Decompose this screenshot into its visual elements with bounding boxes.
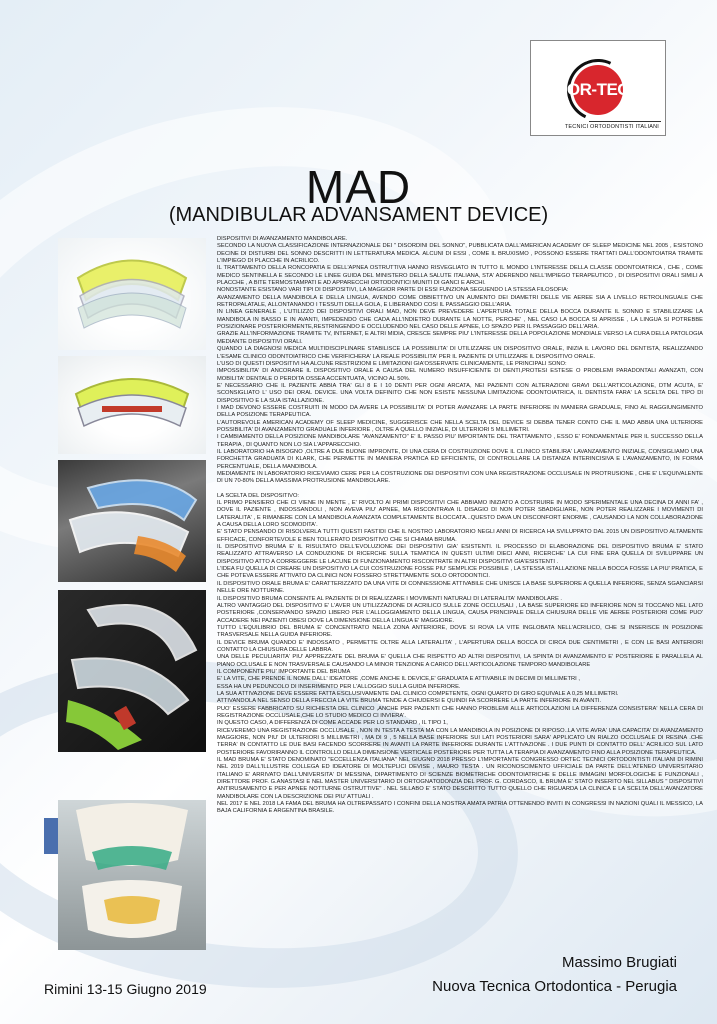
paragraph: E' LA VITE, CHE PRENDE IL NOME DALL' IDEATORE ,COME ANCHE IL DEVICE,E' GRADUATA E ATTIVABILE IN DECIMI DI MILLIMETRI , [217,676,580,683]
paragraph: IL DEVICE BRUMA QUANDO E' INDOSSATO , PERMETTE OLTRE ALLA LATERALITA' , L'APERTURA DELLA BOCCA DI CIRCA DUE CENTIMETRI , E CON LE BASI ANTERIORI CONTATTO LA CHIUSURA DELLE LABBRA. [217,639,703,653]
paragraph: IMPOSSIBILITA' DI ANCORARE IL DISPOSITIVO ORALE A CAUSA DEL NUMERO INSUFFICIENTE DI DENTI,PROTESI ESTESE O PROBLEMI PARADONTALI AVANZATI, CON MOBILITA' DENTALE O PERDITA OSSEA ACCENTUATA, VICINO AL 50%. [217,368,703,382]
appliance-photo-4 [58,590,206,752]
paragraph: GRAZIE ALL'INFORMAZIONE TRAMITE TV, INTERNET, E ALTRI MIDIA, CRESCE SEMPRE PIU' L'INTERESSE DELLA POPOLAZIONE MONDIALE VERSO LA CURA DELLA PATOLOGIA MEDIANTE DISPOSITIVI ORALI. [217,331,703,345]
section-devices [217,236,703,486]
article-text [217,236,703,941]
paragraph: UNA DELLE PECULIARITA' PIU' APPREZZATE DEL BRUMA E' QUELLA CHE RISPETTO AD ALTRI DISPOSITIVI, LA SPINTA DI AVANZAMENTO E' POSTERIORE E PARALLELA AL PIANO OCLUSALE E NON TRASVERSALE CAUSANDO LA MINOR TENZIONE A CARICO DELL'ARTICOLAZIONE TEMPORO MANDIBOLARE [217,654,703,668]
event-date: Rimini 13-15 Giugno 2019 [44,981,207,997]
section-choice [217,493,703,816]
paragraph: L'IDEA FU QUELLA DI CREARE UN DISPOSITIVO LA CUI COSTRUZIONE FOSSE PIU' SEMPLICE POSSIBILE , LA STESSA ISTALLAZIONE NELLA BOCCA FOSSE LA PIU' PRATICA, E CHE POTEVA ESSERE ATTIVATO DA CLINICI NON FOSSERO STRETTAMENTE SOLO ORTODONTICI. [217,566,703,580]
paragraph: ALTRO VANTAGGIO DEL DISPOSITIVO E' L'AVER UN UTILIZZAZIONE DI ACRILICO SULLE ZONE OCCLUSALI , LA BASE SUPERIORE ED INFERIORE NON SI TOCCANO NEL LATO POSTERIORE ,CONSERVANDO SPAZIO LIBERO PER L'ALLOGGIAMENTO DELLA LINGUA, CAUSA PRINCIPALE DELLA CHIUSURA DELLE VIE AEREE POSTERIORI COME PUO' ACCADERE NEI PAZIENTI OBESI DOVE LA DIMENSIONE DELLA LINGUA E' MAGGIORE. [217,602,703,624]
paragraph: IL DISPOSITIVO BRUMA E' IL RISULTATO DELL'EVOLUZIONE DEI DISPOSITIVI GIA' ESISTENTI. IL PROCESSO DI ELABORAZIONE DEL DISPOSITIVO BRUMA E' STATO REALIZZATO ATTRAVERSO LA CONDUZIONE DI RICERCHE SULLA TEMATICA IN QUESTI ULTIMI DIECI ANNI, RICERCHE' LA CUI FINE ERA QUELLA DI SVILUPPARE UN DISPOSITIVO ATTO A CORREGGERE LE LACUNE DI FUNZIONAMENTO RISCONTRATE IN ALTRI DISPOSITIVI GIA'ESISTENTI . [217,544,703,565]
paragraph: IL DISPOSITIVO BRUMA CONSENTE AL PAZIENTE DI DI REALIZZARE I MOVIMENTI NATURALI DI LATERALITA' MANDIBOLARE . [217,595,562,602]
paragraph: SECONDO LA NUOVA CLASSIFICAZIONE INTERNAZIONALE DEI " DISORDINI DEL SONNO", PUBBLICATA DALL'AMERICAN ACADEMY OF SLEEP MEDICINE NEL 2005 , ESISTONO DECINE DI DISTURBI DEL SONNO DESCRITTI IN LETTERATURA MEDICA. ALCUNI DI ESSI , COME IL BRUXISMO , POSSONO ESSERE TRATTATI DALL'ODONTOIATRA TRAMITE L'IMPIEGO DI PLACCHE IN ACRILICO. [217,243,703,265]
paragraph: LA SUA ATTIVAZIONE DEVE ESSERE FATTA ESCLUSIVAMENTE DAL CLINICO COMPETENTE, OGNI QUARTO DI GIRO EQUIVALE A 0,25 MILLIMETRI. [217,690,619,697]
section-spacer [217,486,703,493]
paragraph: L'AUTOREVOLE AMERICAN ACADEMY OF SLEEP MEDICINE, SUGGERISCE CHE NELLA SCELTA DEL DEVICE SI DEBBA TENER CONTO CHE IL MAD ABBIA UNA ULTERIORE POSSIBILITA' DI AVANZAMENTO GRADUALE INFERIORE , OLTRE A QUELLO INIZIALE, DI ULTERIORI 5 MILLIMETRI. [217,419,703,433]
paragraph: E' STATO PENSANDO DI RISOLVERLA TUTTI QUESTI FASTIDI CHE IL NOSTRO LABORATORIO NEGLI ANNI DI RICERCA HA SVILUPPATO DAL 2015 UN DISPOSITIVO ALTAMENTE EFFICACE, CONFORTEVOLE E BEN TOLLERATO DISPOSITIVO CHE SI CHIAMA BRUMA. [217,529,703,543]
appliance-photo-2 [58,356,206,454]
page-subtitle: (MANDIBULAR ADVANSAMENT DEVICE) [168,204,549,226]
ortec-logo [530,40,666,136]
paragraph: QUANDO LA DIAGNOSI MEDICA MULTIDISCIPLINARE STABILISCE LA POSSIBILITA' DI UTILIZZARE UN DISPOSITIVO ORALE, INIZIA IL LAVORO DEL DENTISTA, REALIZZANDO L'ESAME CLINICO ODONTOIATRICO CHE VERIFICHERA' LA REALE POSSIBILITA' PER IL PAZIENTE DI UTILIZZARE IL DISPOSITIVO ORALE. [217,346,703,360]
paragraph: AVANZAMENTO DELLA MANDIBOLA E DELLA LINGUA, AVENDO COME OBBIETTIVO UN AUMENTO DEI DIAMETRI DELLE VIE AEREE SIA A LIVELLO RETROLINGUALE CHE RETROPALATALE, ALLONTANANDO I TESSUTI DELLA GOLA, E LIBERANDO COSI IL PASSAGGIO DELL'ARIA. [217,294,703,309]
paragraph: PUO' ESSERE FABBRICATO SU RICHIESTA DEL CLINICO ,ANCHE PER PAZIENTI CHE HANNO PROBLEMI ALLE ARTICOLAZIONI LA DIFFERENZA CONSISTERA' NELLA CERA DI REGISTRAZIONE OCCLUSALE,CHE LO STUDIO MEDICO CI INVIERA'. [217,705,703,719]
paragraph: I MAD DEVONO ESSERE COSTRUITI IN MODO DA AVERE LA POSSIBILITA' DI POTER AVANZARE LA PARTE INFERIORE IN MANIERA GRADUALE, FINO AL RAGGIUNGIMENTO DELLA POSIZIONE TERAPEUTICA. [217,404,703,419]
paragraph: ATTIVANDOLA NEL SENSO DELLA FRECCIA LA VITE BRUMA TENDE A CHIUDERSI E QUINDI FA SCORRERE LA PARTE INFERIORE IN AVANTI. [217,698,602,705]
appliance-photo-3 [58,460,206,582]
page-title: MAD [305,161,412,213]
paragraph: IN QUESTO CASO, A DIFFERENZA DI COME ACCADE PER LO STANDARD , IL TIPO 1, [217,720,448,727]
paragraph: TUTTO L'EQUILIBRIO DEL BRUMA E' CONCENTRATO NELLA ZONA ANTERIORE, DOVE SI ROVA LA VITE INGLOBATA NELL'ACRILICO, CHE SI INSERISCE IN POSIZIONE TRASVERSALE NELLA GUIDA INFERIORE. [217,624,703,639]
paragraph: IL TRATTAMENTO DELLA RONCOPATIA E DELL'APNEA OSTRUTTIVA HANNO RISVEGLIATO IN TUTTO IL MONDO L'INTERESSE DELLA CLASSE ODONTOIATRICA , CHE , COME MEDICO SENTINELLA E SECONDO LE LINEE GUIDA DEL MINISTERO DELLA SALUTE ITALIANA, STA' ADERENDO NELL'IMPIEGO TERAPEUTICO , DI DISPOSITIVI ORALI SIMILI A PLACCHE , A BITE TERMOSTAMPATI E AD APPARECCHI ORTODONTICI MUNITI DI GANCI E ARCHI. [217,265,703,287]
paragraph: IL PRIMO PENSIERO CHE CI VIENE IN MENTE , E' RIVOLTO AI PRIMI DISPOSITIVI CHE ABBIAMO INIZIATO A COSTRUIRE IN MODO SPERIMENTALE UNA DECINA DI ANNI FA' , DOVE IL PAZIENTE , INDOSSANDOLI , NON AVEVA PIU' APNEE, MA RISCONTRAVA IL DISAGIO DI NON POTER SBADIGLIARE, NON POTER REALIZZARE I MOVIMENTI DI LATERALITA' , E RIMANERE CON LA MANDIBOLA AVANZATA COMPLETAMENTE BLOCCATA...QUESTO DAVA UN DISCONFORT ENORME , CAUSANDO LA NON COLLABORAZIONE A CAUSA DELLA LORO SCOMODITA'. [217,500,703,529]
paragraph: E' NECESSARIO CHE IL PAZIENTE ABBIA TRA' GLI 8 E I 10 DENTI PER OGNI ARCATA, NEI PAZIENTI CON ALTERAZIONI GRAVI DELL'ARTICOLAZIONE, DTM ACUTA, E' SCONSIGLIATO L' USO DEI ORAL DEVICE. UNA VOLTA DEFINITO CHE NON ESISTE NESSUNA LIMITAZIONE ODONTOIATRICA, IL DENTISTA FARA' LA SCELTA DEL TIPO DI DISPOSITIVO E LA SUA ISTALLAZIONE. [217,382,703,404]
logo-divider [589,121,661,122]
paragraph: IL MAD BRUMA E' STATO DENOMINATO "ECCELLENZA ITALIANA" NEL GIUGNO 2018 PRESSO L'IMPORTANTE CONGRESSO ORTEC TECNICI ORTODONTISTI ITALIANI DI RIMINI NEL 2019 DALL'ILLUSTRE COLLEGA ED IDEATORE DI MOLTEPLICI DEVISE , MAURO TESTA . UN RICONOSCIMENTO UFFICIALE DA PARTE DELL'ATENEO UNIVERSITARIO ITALIANO E' ARRIVATO DALL'UNIVERSITA' DI MESSINA, DIPARTIMENTO DI SCIENZE BIOMETRICHE ODONTOIATRICHE E DELLE IMMAGINI MORFOLOGICHE E FUNZIONALI , DIRETTORE PROF. G.ANASTASI E NEL MASTER UNIVERSITARIO DI ORTOGNATODONZIA DEL PROF. G. CORDASCO, IL BRUMA E' STATO INSERITO NEL SILLABUS " DISPOSITIVI ANTIRUSAMENTO E PER APNEE NOTTURNE OSTRUTTIVE" . NEL SILLABO E' STATO DESCRITTO TUTTO QUELLO CHE RIGUARDA LA CLINICA E LA SCELTA DELL'AVANZATORE MANDIBOLARE CON LA DESCRIZIONE DEI PIU' ATTUALI . [217,757,703,800]
paragraph: NONOSTANTE ESISTANO VARI TIPI DI DISPOSITIVI, LA MAGGIOR PARTE DI ESSI FUNZIONA SEGUENDO LA STESSA FILOSOFIA: [217,287,569,294]
paragraph: DISPOSITIVI DI AVANZAMENTO MANDIBOLARE. [217,236,348,242]
section-heading: LA SCELTA DEL DISPOSITIVO: [217,492,300,499]
paragraph: IL DISPOSITIVO ORALE BRUMA E' CARATTERIZZATO DA UNA VITE DI CONNESSIONE ATTIVABILE CHE UNISCE LA BASE SUPERIORE A QUELLA INFERIORE, SENZA SGANCIARSI NELLE ORE NOTTURNE. [217,580,703,595]
logo-brand: OR-TEC [566,80,630,99]
paragraph: RICEVEREMO UNA REGISTRAZIONE OCCLUSALE , NON IN TESTA A TESTA MA CON LA MANDIBOLA IN POSIZIONE DI RIPOSO..LA VITE AVRA' UNA CAPACITA' DI AVANZAMENTO MAGGIORE, NON PIU' DI ULTERIORI 5 MILLIMETRI , MA DI 9 , 5 NELLA BASE INFERIORE SUI LATI POSTERIORI SARA' APPLICATO UN RIALZO OCCLUSALE DI RESINA .CHE TERRA' IN CONTATTO LE DUE BASI FACENDO SCORRERE IN AVANTI LA PARTE INFERIORE DURANTE L'ATTIVAZIONE . I DUE PUNTI DI CONTATTO DELL' ACRILICO SUL LATO POSTERIORE FAVORIRANNO IL CONTROLLO DELLA DIMENSIONE VERTICALE POSTERIORE PER TUTTA LA TERAPIA DI AVANZAMENTO FINO ALLA POSIZIONE TERAPEUTICA. [217,727,703,756]
paragraph: L'USO DI QUESTI DISPOSITIVI HA ALCUNE RESTRIZIONI E LIMITAZIONI GIA'OSSERVATE CLINICAMENTE, LE PRINCIPALI SONO: [217,360,567,367]
lab-name: Nuova Tecnica Ortodontica - Perugia [432,978,677,995]
appliance-photo-1 [58,238,206,350]
appliance-photo-5 [58,800,206,950]
author-name: Massimo Brugiati [561,954,677,971]
paragraph: IL COMPONENTE PIU' IMPORTANTE DEL BRUMA [217,668,351,675]
paragraph: NEL 2017 E NEL 2018 LA FAMA DEL BRUMA HA OLTREPASSATO I CONFINI DELLA NOSTRA AMATA PATRIA OTTENENDO INVITI IN CONGRESSI IN NAZIONI QUALI IL MESSICO, LA BAJA CALIFORNIA E ARGENTINA BRASILE. [217,801,703,815]
paragraph: I CAMBIAMENTO DELLA POSIZIONE MANDIBOLARE "AVANZAMENTO" E' IL PASSO PIU' IMPORTANTE DEL TRATTAMENTO , ESSO E' FONDAMENTALE PER IL SUCCESSO DELLA TERAPIA , DI QUANTO NON LO SIA L'APPARECCHIO. [217,434,703,448]
logo-tagline: TECNICI ORTODONTISTI ITALIANI [564,124,659,130]
paragraph: IN LINEA GENERALE , L'UTILIZZO DEI DISPOSITIVI ORALI MAD, NON DEVE PREVEDERE L'APERTURA TOTALE DELLA BOCCA DURANTE IL SONNO E STABILIZZARE LA MANDIBOLA IN BASSO E IN AVANTI, IMPEDENDO CHE CADA ALL'INDIETRO DURANTE LA NOTTE, PERCHE' , NEL CASO LA BOCCA SI APRISSE , LA LINGUA SI POTREBBE POSIZIONARE POSTERIORMENTE,RESTRINGENDO E OCCLUDENDO NEL CASO DELLE APNEE, LO SPAZIO PER IL PASSAGGIO DELL'ARIA. [217,309,703,331]
blue-tab [44,818,58,854]
paragraph: IL LABORATORIO HA BISOGNO ,OLTRE A DUE BUONE IMPRONTE, DI UNA CERA DI COSTRUZIONE DOVE IL CLINICO STABILIRA' LAVANZAMENTO INIZIALE, CONSIGLIAMO UNA FORCHETTA GRADUATA DI KLARK, CHE PERMETTE IN MANIERA PRATICA ED EFFICIENTE, DI CONTROLLARE LA DISTANZA INTERINCISIVA E L'AVANZAMENTO, IN FORMA PERCENTUALE, DELLA MANDIBOLA. [217,448,703,470]
paragraph: ESSA HA UN PEDUNCOLO DI INSERIMENTO PER L'ALLOGGIO SULLA GUIDA INFERIORE. [217,683,461,690]
paragraph: MEDIAMENTE IN LABORATORIO RICEVIAMO CERE PER LA COSTRUZIONE DEI DISPOSITIVI CON UNA REGISTRAZIONE OCCLUSALE IN PROTRUSIONE , CHE E' L'EQUIVALENTE DI UN 70-80% DELLA MASSIMA PROTRUSIONE MANDIBOLARE. [217,471,703,485]
